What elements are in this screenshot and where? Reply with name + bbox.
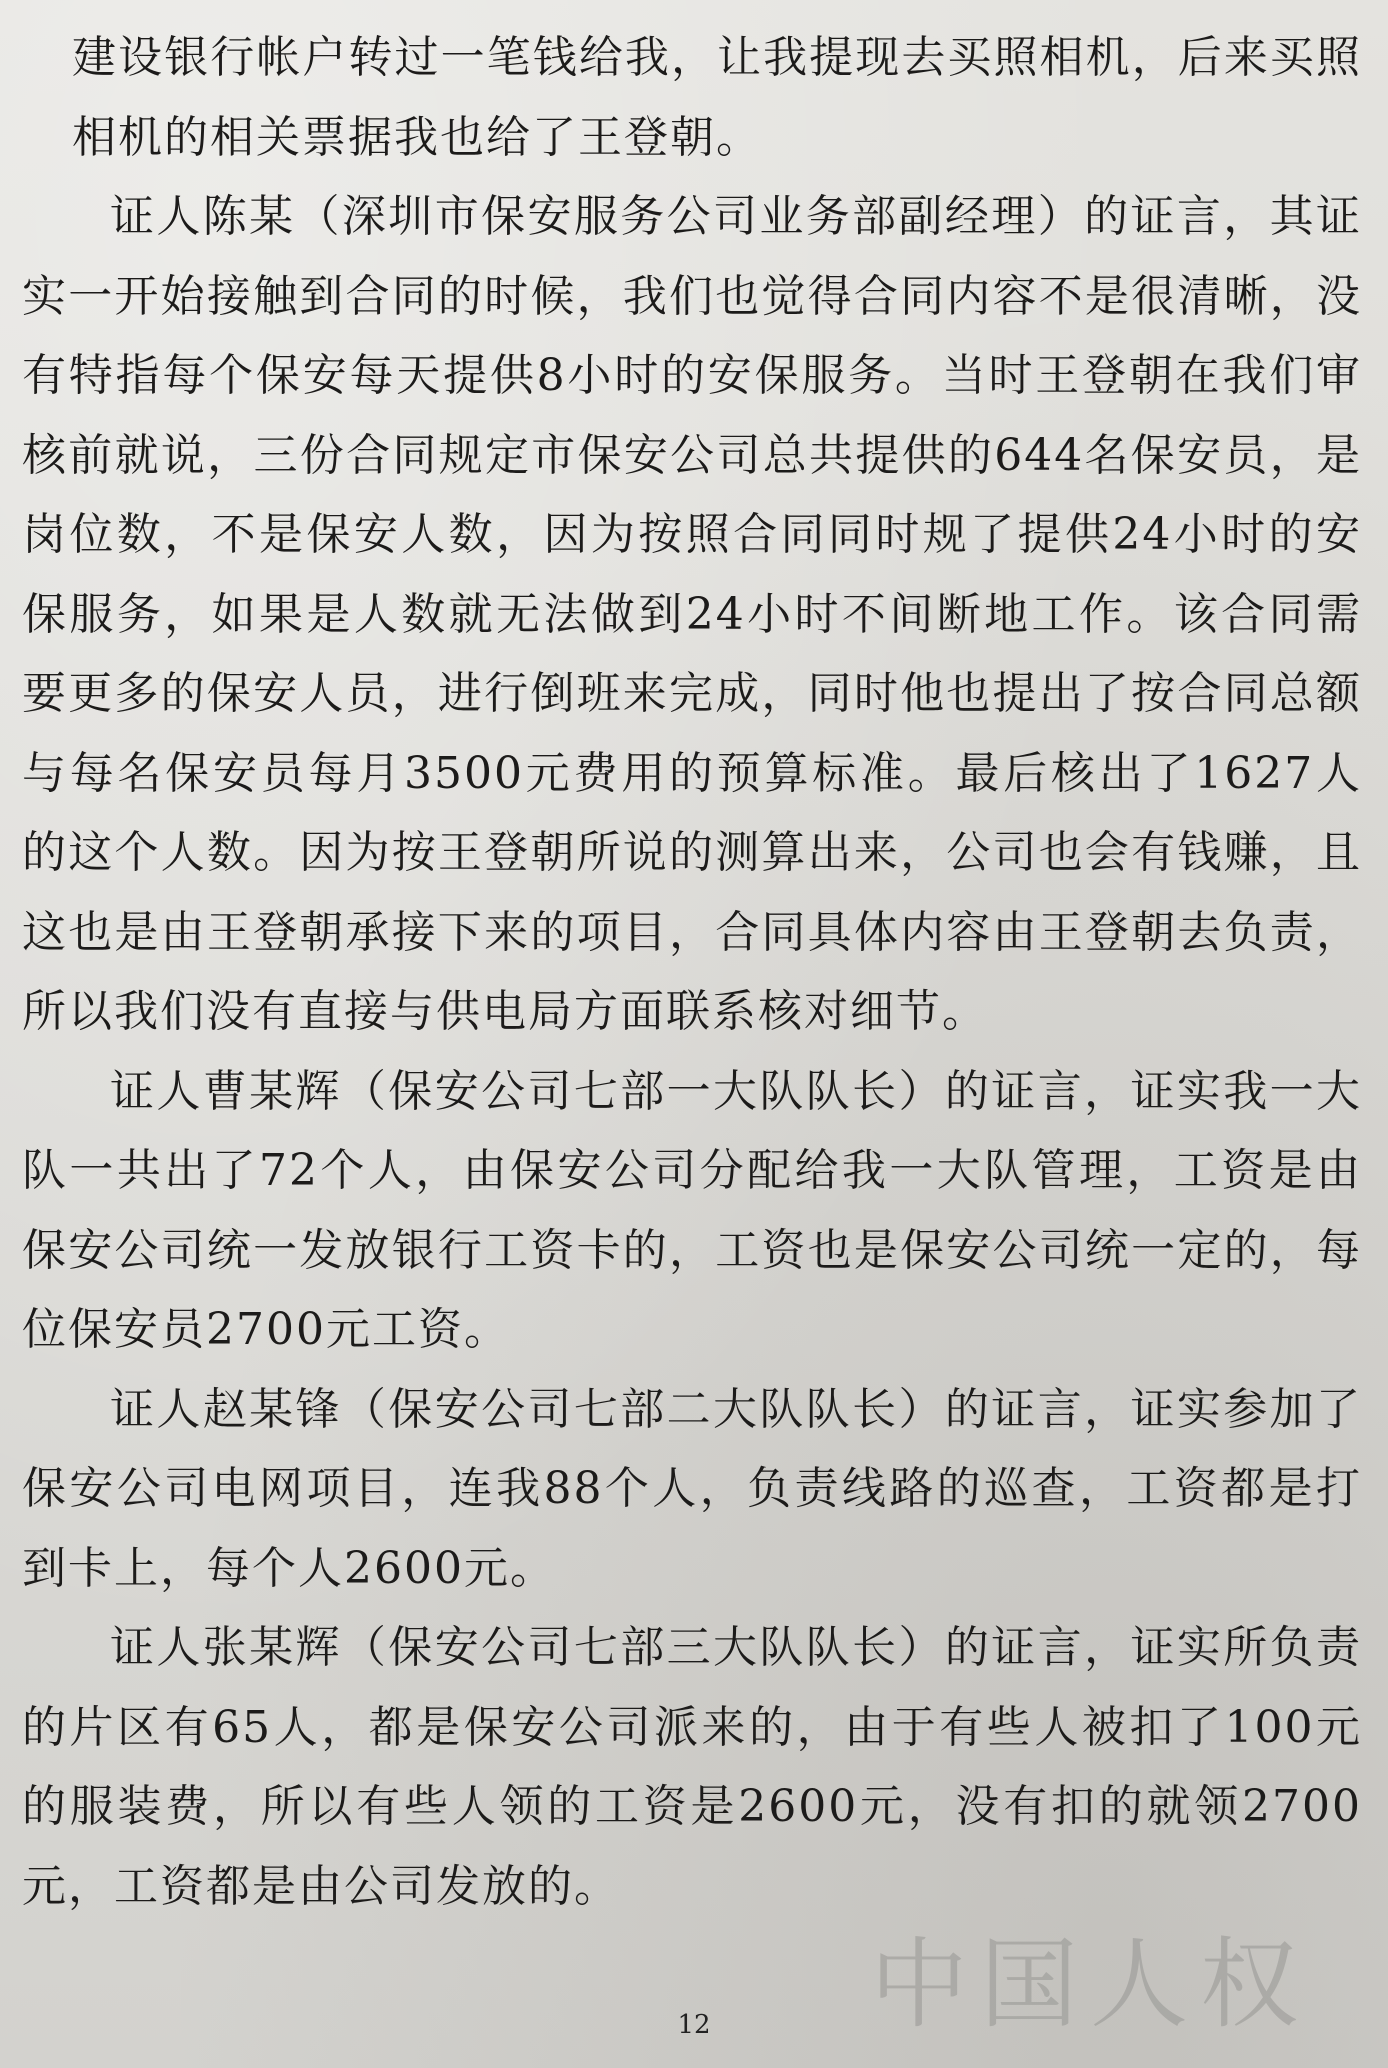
watermark-logo: 中国人权 [870,1928,1311,2042]
paragraph-continuation: 建设银行帐户转过一笔钱给我，让我提现去买照相机，后来买照相机的相关票据我也给了王登朝。 [72,32,1362,163]
paragraph-witness-chen: 证人陈某（深圳市保安服务公司业务部副经理）的证言，其证实一开始接触到合同的时候，我们也觉得合同内容不是很清晰，没有特指每个保安每天提供8小时的安保服务。当时王登朝在我们审核前就说，三份合同规定市保安公司总共提供的644名保安员，是岗位数，不是保安人数，因为按照合同同时规了提供24小时的安保服务，如果是人数就无法做到24小时不间断地工作。该合同需要更多的保安人员，进行倒班来完成，同时他也提出了按合同总额与每名保安员每月3500元费用的预算标准。最后核出了1627人的这个人数。因为按王登朝所说的测算出来，公司也会有钱赚，且这也是由王登朝承接下来的项目，合同具体内容由王登朝去负责，所以我们没有直接与供电局方面联系核对细节。 [22,191,1362,1037]
paragraph-witness-cao: 证人曹某辉（保安公司七部一大队队长）的证言，证实我一大队一共出了72个人，由保安公司分配给我一大队管理，工资是由保安公司统一发放银行工资卡的，工资也是保安公司统一定的，每位保安员2700元工资。 [22,1065,1362,1355]
document-body [22,18,1362,1926]
paragraph-witness-zhao: 证人赵某锋（保安公司七部二大队队长）的证言，证实参加了保安公司电网项目，连我88个人，负责线路的巡查，工资都是打到卡上，每个人2600元。 [22,1383,1362,1594]
paragraph-witness-zhang: 证人张某辉（保安公司七部三大队队长）的证言，证实所负责的片区有65人，都是保安公司派来的，由于有些人被扣了100元的服装费，所以有些人领的工资是2600元，没有扣的就领2700元，工资都是由公司发放的。 [22,1622,1362,1912]
page-number: 12 [677,2010,711,2040]
